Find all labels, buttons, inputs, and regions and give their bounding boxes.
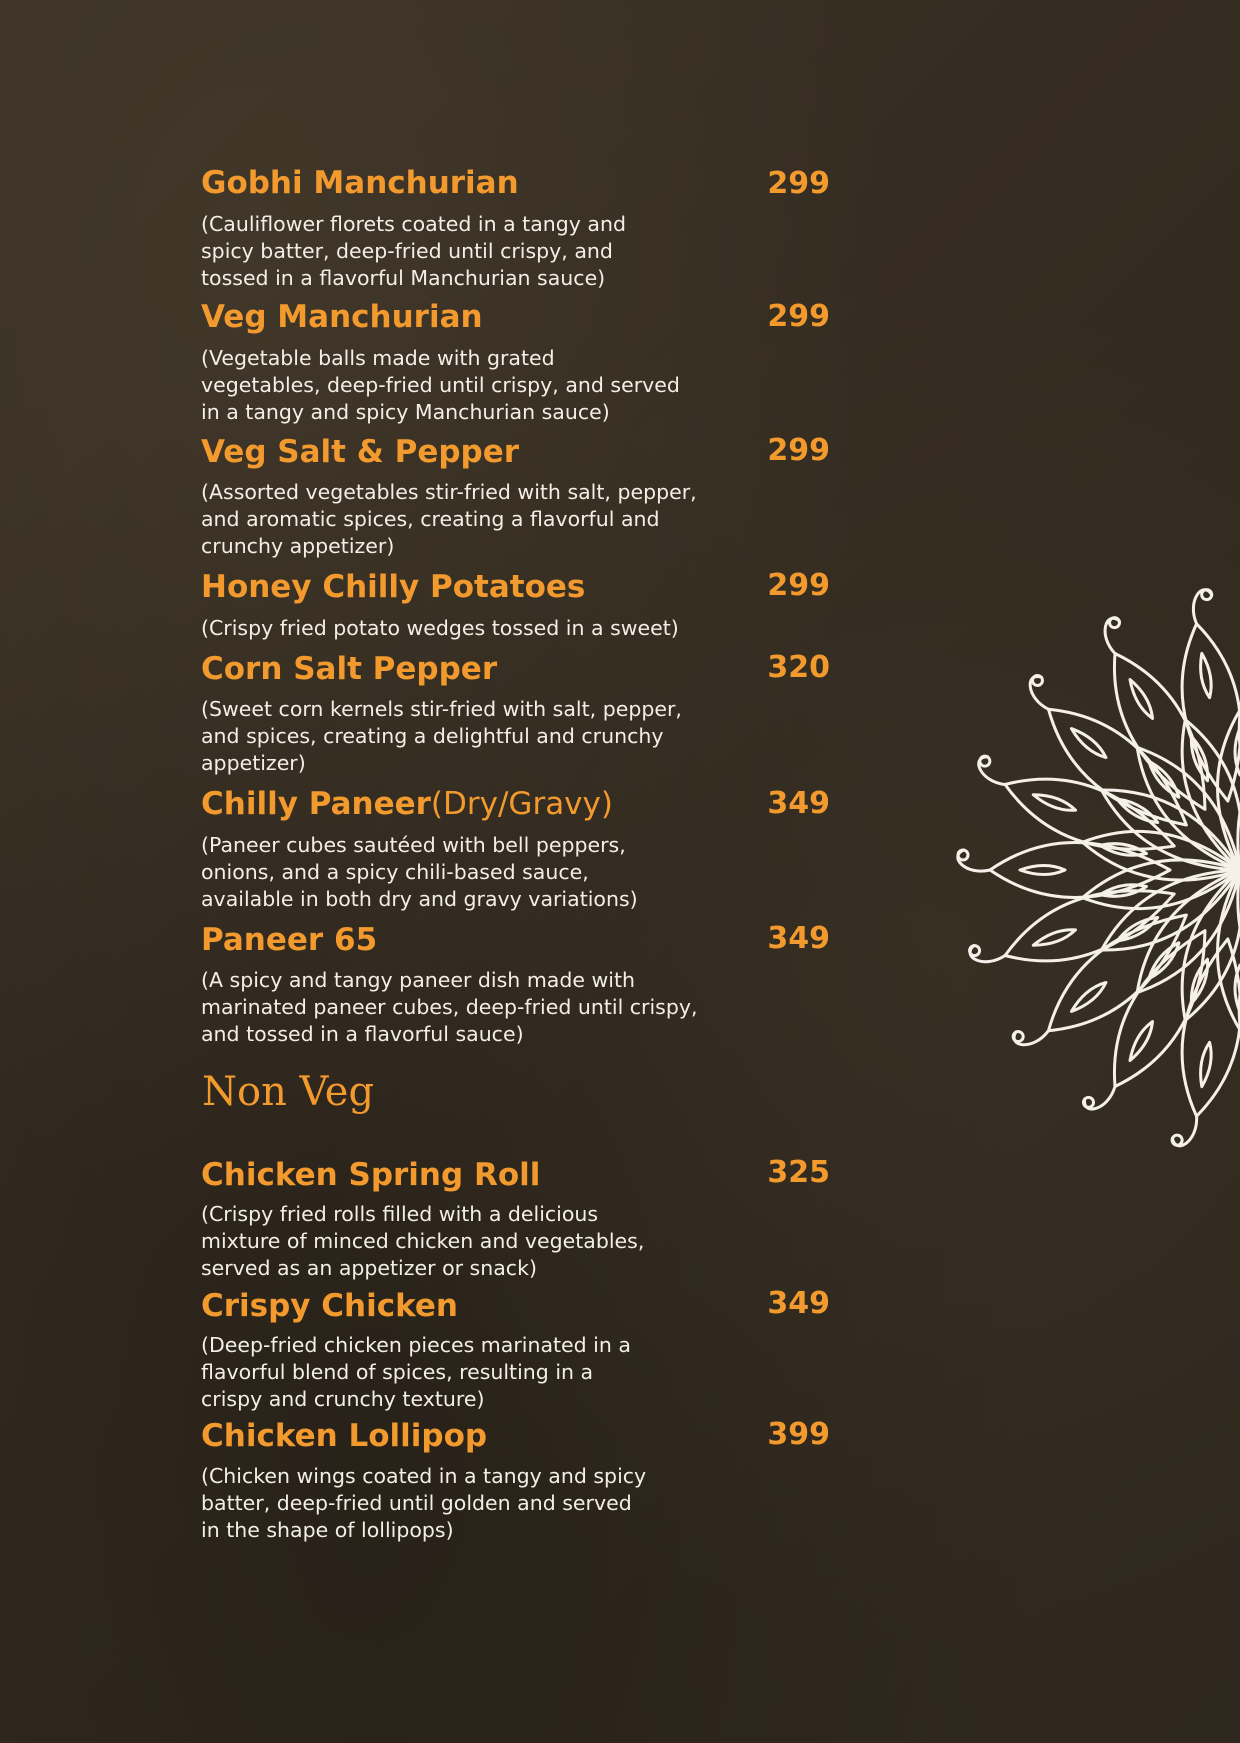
item-price: 349 [767,921,830,956]
item-description: (Crispy fried potato wedges tossed in a sweet) [201,616,679,640]
item-price: 299 [767,299,830,334]
item-name: Gobhi Manchurian [201,165,519,201]
item-description: (Chicken wings coated in a tangy and spicy batter, deep-fried until golden and served in the shape of lollipops) [201,1464,647,1542]
item-description: (Crispy fried rolls filled with a delicious mixture of minced chicken and vegetables, served as an appetizer or snack) [201,1202,645,1280]
item-description: (Cauliflower florets coated in a tangy and spicy batter, deep-fried until crispy, and tossed in a flavorful Manchurian sauce) [201,212,626,290]
item-name: Veg Salt & Pepper [201,434,520,470]
item-price: 320 [767,650,830,685]
item-name: Chicken Spring Roll [201,1157,541,1193]
item-description: (A spicy and tangy paneer dish made with marinated paneer cubes, deep-fried until crispy, and tossed in a flavorful sauce) [201,968,698,1046]
item-name: Chicken Lollipop [201,1418,488,1454]
item-name: Paneer 65 [201,922,378,958]
item-price: 349 [767,1286,830,1321]
item-name: Veg Manchurian [201,299,483,335]
section-title: Non Veg [202,1069,375,1115]
item-price: 299 [767,433,830,468]
item-description: (Paneer cubes sautéed with bell peppers, onions, and a spicy chili-based sauce, available in both dry and gravy variations) [201,833,638,911]
item-variant: (Dry/Gravy) [430,786,613,822]
item-name: Corn Salt Pepper [201,651,498,687]
item-price: 349 [767,786,830,821]
item-description: (Assorted vegetables stir-fried with salt, pepper, and aromatic spices, creating a flavorful and crunchy appetizer) [201,480,697,558]
item-name: Chilly Paneer(Dry/Gravy) [201,786,613,822]
item-description: (Sweet corn kernels stir-fried with salt, pepper, and spices, creating a delightful and crunchy appetizer) [201,697,682,775]
item-price: 299 [767,568,830,603]
item-price: 299 [767,166,830,201]
item-name: Honey Chilly Potatoes [201,569,586,605]
item-description: (Deep-fried chicken pieces marinated in a flavorful blend of spices, resulting in a crispy and crunchy texture) [201,1333,631,1411]
item-price: 399 [767,1417,830,1452]
item-description: (Vegetable balls made with grated vegetables, deep-fried until crispy, and served in a tangy and spicy Manchurian sauce) [201,346,680,424]
item-price: 325 [767,1155,830,1190]
item-name: Crispy Chicken [201,1288,459,1324]
